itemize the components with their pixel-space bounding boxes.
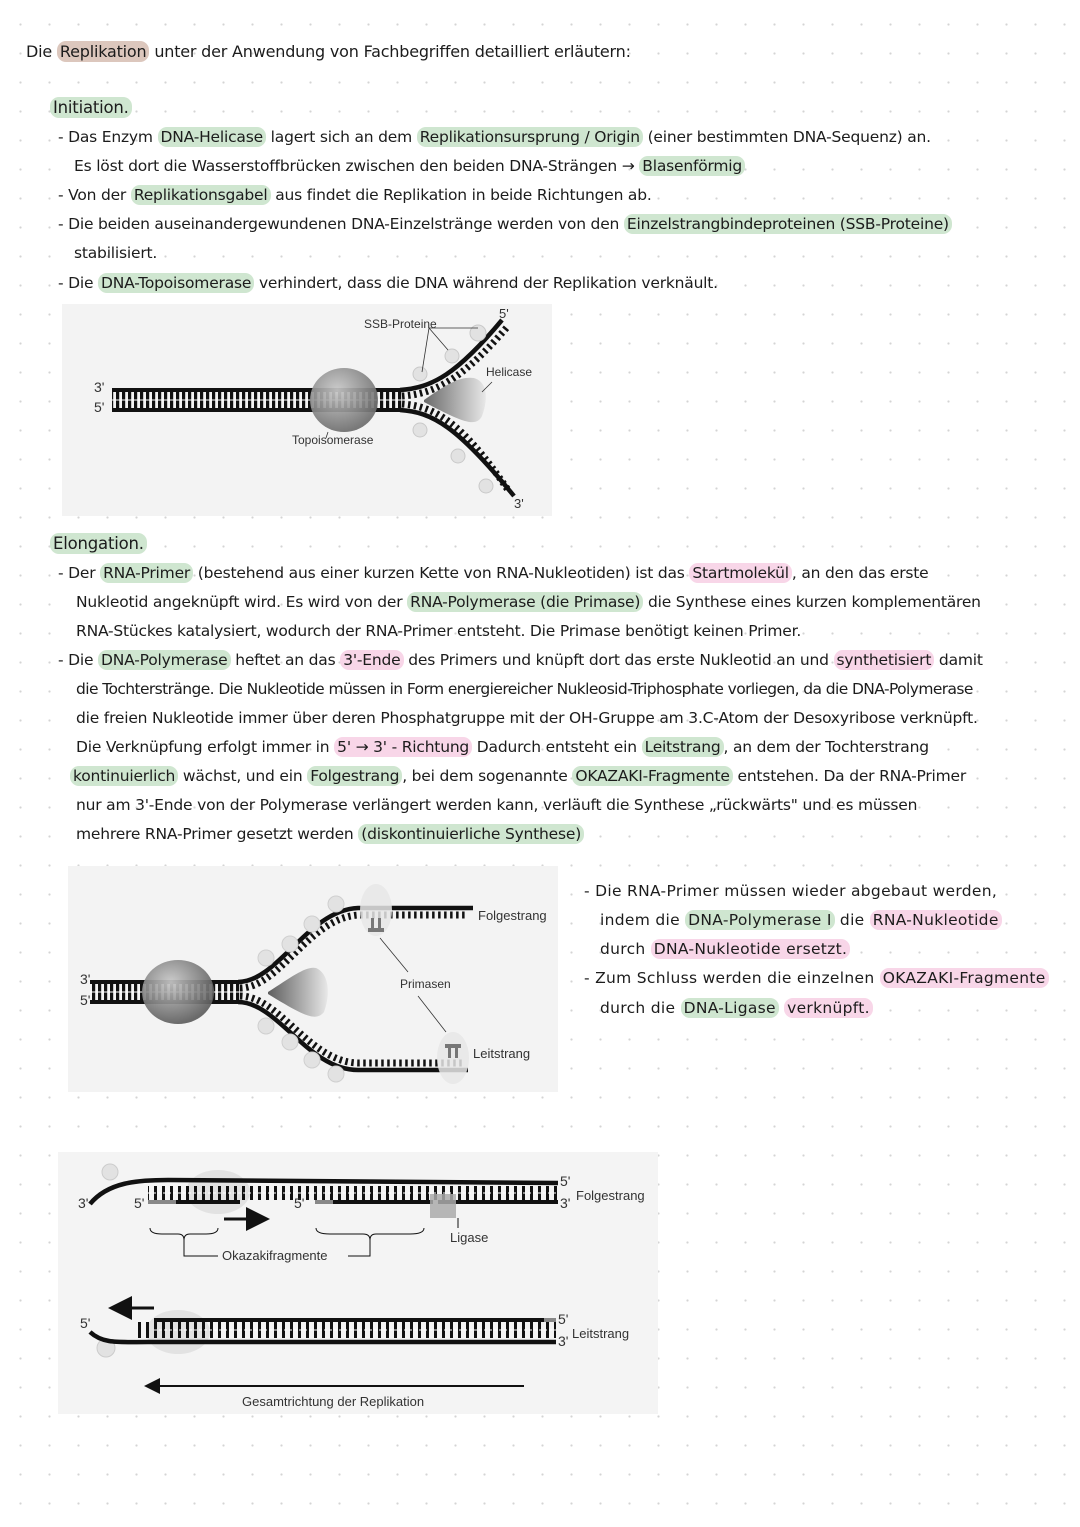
text: die Tochterstränge. Die Nukleotide müssen in Form energiereicher Nukleosid-Triphosphate vorliegen, da die DNA-Polymerase: [76, 680, 973, 698]
text: aus findet die Replikation in beide Richtungen ab.: [270, 186, 652, 204]
label-helicase: Helicase: [486, 365, 533, 379]
text: entstehen. Da der RNA-Primer: [732, 767, 967, 785]
text: Es löst dort die Wasserstoffbrücken zwischen den beiden DNA-Strängen →: [74, 157, 640, 175]
label-folgestrang: Folgestrang: [478, 908, 547, 923]
section-heading-elongation: [50, 534, 147, 553]
elongation-line-6: [76, 709, 978, 727]
text: - Das Enzym: [58, 128, 158, 146]
label-5prime: 5': [294, 1195, 305, 1211]
elongation-line-7: [76, 738, 929, 756]
elongation-line-1: [58, 564, 929, 582]
term-highlight-pink: verknüpft.: [784, 998, 873, 1018]
initiation-line-1: [58, 128, 931, 146]
text: mehrere RNA-Primer gesetzt werden: [76, 825, 359, 843]
text: , an den das erste: [791, 564, 929, 582]
label-5prime: 5': [80, 1315, 91, 1331]
elongation-line-10: [76, 825, 584, 843]
text: lagert sich an dem: [265, 128, 417, 146]
text: nur am 3'-Ende von der Polymerase verlängert werden kann, verläuft die Synthese „rückwärts" und es müssen: [76, 796, 918, 814]
term-highlight: DNA-Ligase: [681, 998, 779, 1018]
text: - Die RNA-Primer müssen wieder abgebaut werden,: [584, 882, 998, 900]
heading-elongation-label: Elongation.: [50, 533, 147, 554]
term-highlight: DNA-Topoisomerase: [98, 273, 254, 293]
title-text-rest: unter der Anwendung von Fachbegriffen detailliert erläutern:: [149, 42, 631, 61]
term-highlight: (diskontinuierliche Synthese): [358, 824, 584, 844]
label-5prime: 5': [94, 399, 105, 415]
term-highlight: DNA-Helicase: [158, 127, 266, 147]
figure-replication-fork-elongation: [68, 866, 558, 1092]
side-note-line-1: [584, 882, 997, 900]
label-primasen: Primasen: [400, 977, 451, 991]
heading-initiation-label: Initiation.: [50, 97, 132, 118]
label-3prime: 3': [94, 379, 105, 395]
term-highlight: Replikationsursprung / Origin: [417, 127, 643, 147]
text: die: [834, 911, 870, 929]
side-note-line-2: [600, 911, 1002, 929]
label-end-5prime: 5': [499, 306, 509, 321]
label-okazakifragmente: Okazakifragmente: [222, 1248, 328, 1263]
text: durch: [600, 940, 651, 958]
title-text: Die: [26, 42, 57, 61]
term-highlight-pink: 3'-Ende: [340, 650, 403, 670]
side-note-line-4: [584, 969, 1049, 987]
elongation-line-5: [76, 680, 973, 698]
term-highlight-pink: DNA-Nukleotide ersetzt.: [651, 939, 850, 959]
text: - Der: [58, 564, 101, 582]
initiation-line-3: [58, 186, 652, 204]
text: Dadurch entsteht ein: [472, 738, 642, 756]
text: - Die beiden auseinandergewundenen DNA-Einzelstränge werden von den: [58, 215, 624, 233]
text: die freien Nukleotide immer über deren Phosphatgruppe mit der OH-Gruppe am 3.C-Atom der Desoxyribose verknüpft.: [76, 709, 978, 727]
text: , an dem der Tochterstrang: [723, 738, 929, 756]
initiation-line-2: [74, 157, 745, 175]
figure-okazaki-fragments: [58, 1152, 658, 1414]
text: damit: [934, 651, 983, 669]
text: durch die: [600, 999, 681, 1017]
side-note-line-3: [600, 940, 850, 958]
text: indem die: [600, 911, 686, 929]
text: Nukleotid angeknüpft wird. Es wird von der: [76, 593, 408, 611]
label-ligase: Ligase: [450, 1230, 489, 1245]
term-highlight: RNA-Polymerase (die Primase): [407, 592, 643, 612]
label-gesamtrichtung: Gesamtrichtung der Replikation: [242, 1394, 425, 1409]
term-highlight: RNA-Primer: [100, 563, 193, 583]
initiation-line-4: [58, 215, 952, 233]
label-3prime: 3': [80, 971, 91, 987]
initiation-line-5: [74, 244, 157, 262]
elongation-line-9: [76, 796, 917, 814]
label-leitstrang: Leitstrang: [572, 1326, 630, 1341]
label-5prime-right: 5': [560, 1173, 571, 1189]
label-3prime-right: 3': [560, 1195, 571, 1211]
elongation-line-3: [76, 622, 801, 640]
text: - Zum Schluss werden die einzelnen: [584, 969, 880, 987]
text: - Die: [58, 651, 99, 669]
term-highlight: OKAZAKI-Fragmente: [572, 766, 732, 786]
term-highlight-pink: 5' → 3' - Richtung: [334, 737, 472, 757]
page-title: [26, 42, 631, 61]
label-3prime-right: 3': [558, 1333, 569, 1349]
term-highlight-pink: synthetisiert: [834, 650, 935, 670]
title-highlight: Replikation: [57, 41, 150, 62]
label-leitstrang: Leitstrang: [473, 1046, 531, 1061]
term-highlight-pink: RNA-Nukleotide: [870, 910, 1002, 930]
text: (einer bestimmten DNA-Sequenz) an.: [642, 128, 931, 146]
elongation-line-8: [70, 767, 966, 785]
label-topoisomerase: Topoisomerase: [292, 433, 374, 447]
term-highlight: DNA-Polymerase: [98, 650, 230, 670]
term-highlight: Folgestrang: [307, 766, 402, 786]
section-heading-initiation: [50, 98, 132, 117]
text: , bei dem sogenannte: [402, 767, 573, 785]
initiation-line-6: [58, 274, 718, 292]
text: stabilisiert.: [74, 244, 158, 262]
label-5prime: 5': [80, 992, 91, 1008]
text: RNA-Stückes katalysiert, wodurch der RNA-Primer entsteht. Die Primase benötigt keinen Primer.: [76, 622, 802, 640]
term-highlight: Replikationsgabel: [131, 185, 271, 205]
term-highlight: Blasenförmig: [639, 156, 745, 176]
figure-replication-fork-initiation: [62, 304, 552, 516]
term-highlight-pink: OKAZAKI-Fragmente: [880, 968, 1049, 988]
term-highlight: DNA-Polymerase I: [685, 910, 835, 930]
term-highlight-pink: Startmolekül: [689, 563, 792, 583]
text: die Synthese eines kurzen komplementären: [643, 593, 981, 611]
label-5prime-right: 5': [558, 1311, 569, 1327]
text: (bestehend aus einer kurzen Kette von RNA-Nukleotiden) ist das: [193, 564, 690, 582]
text: des Primers und knüpft dort das erste Nukleotid an und: [403, 651, 834, 669]
text: heftet an das: [230, 651, 341, 669]
elongation-line-2: [76, 593, 981, 611]
term-highlight: Leitstrang: [642, 737, 724, 757]
label-ssb-proteine: SSB-Proteine: [364, 317, 437, 331]
side-note-line-5: [600, 999, 873, 1017]
label-folgestrang: Folgestrang: [576, 1188, 645, 1203]
label-5prime: 5': [134, 1195, 145, 1211]
text: wächst, und ein: [178, 767, 308, 785]
label-end-3prime: 3': [514, 496, 524, 511]
text: - Von der: [58, 186, 131, 204]
term-highlight: kontinuierlich: [70, 766, 178, 786]
label-3prime: 3': [78, 1195, 89, 1211]
term-highlight: Einzelstrangbindeproteinen (SSB-Proteine): [624, 214, 952, 234]
text: verhindert, dass die DNA während der Replikation verknäult.: [254, 274, 718, 292]
elongation-line-4: [58, 651, 983, 669]
text: - Die: [58, 274, 99, 292]
text: Die Verknüpfung erfolgt immer in: [76, 738, 335, 756]
